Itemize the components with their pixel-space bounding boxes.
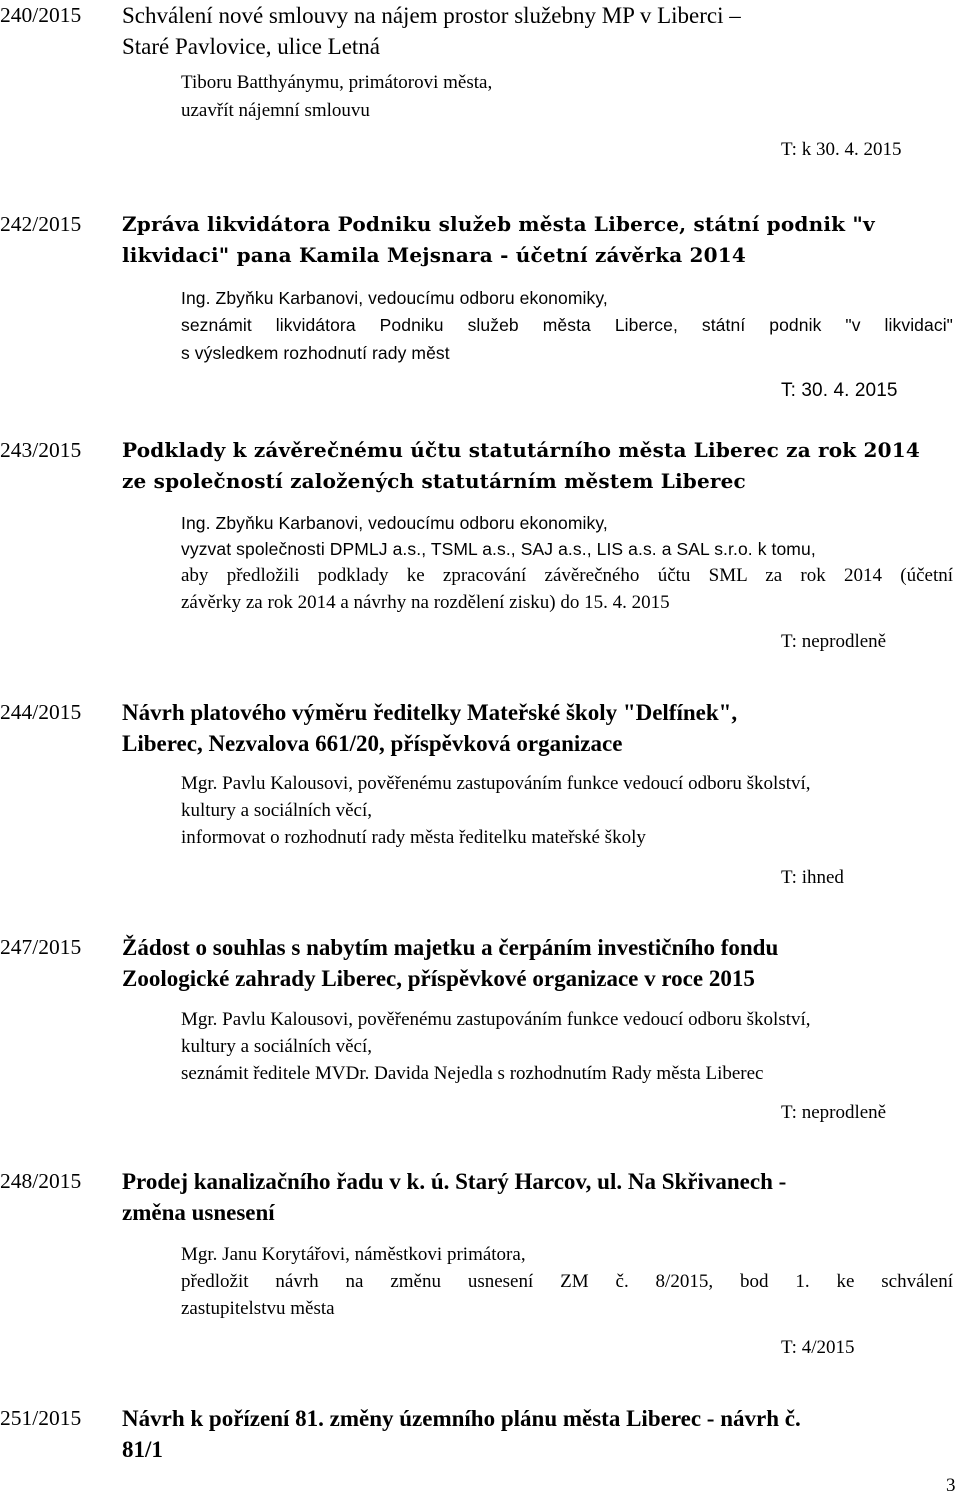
resolution-title-line: Zoologické zahrady Liberec, příspěvkové organizace v roce 2015 bbox=[122, 966, 755, 991]
assignee-line: Tiboru Batthyánymu, primátorovi města, bbox=[181, 72, 493, 93]
deadline: T: neprodleně bbox=[781, 631, 887, 652]
resolution-number: 247/2015 bbox=[0, 935, 82, 959]
resolution-title bbox=[122, 697, 952, 759]
resolution-title-line: Podklady k závěrečnému účtu statutárního města Liberec za rok 2014 bbox=[122, 438, 920, 462]
resolution-title-line: Žádost o souhlas s nabytím majetku a čerpáním investičního fondu bbox=[122, 935, 779, 960]
task-line: aby předložili podklady ke zpracování závěrečného účtu SML za rok 2014 (účetní bbox=[181, 565, 953, 586]
task-line: zastupitelstvu města bbox=[181, 1298, 335, 1319]
task-line: seznámit likvidátora Podniku služeb města Liberce, státní podnik "v likvidaci" bbox=[181, 315, 953, 335]
resolution-title-line: Staré Pavlovice, ulice Letná bbox=[122, 34, 381, 59]
task-line: informovat o rozhodnutí rady města ředitelku mateřské školy bbox=[181, 827, 646, 848]
resolution-number: 240/2015 bbox=[0, 3, 82, 27]
assignee-line: Ing. Zbyňku Karbanovi, vedoucímu odboru ekonomiky, bbox=[181, 288, 608, 308]
resolution-title-line: Návrh k pořízení 81. změny územního plánu města Liberec - návrh č. bbox=[122, 1406, 801, 1431]
resolution-title-line: 81/1 bbox=[122, 1437, 163, 1462]
resolution-title bbox=[122, 209, 952, 271]
assignee-line: Mgr. Pavlu Kalousovi, pověřenému zastupováním funkce vedoucí odboru školství, bbox=[181, 1009, 811, 1030]
resolution-title-line: změna usnesení bbox=[122, 1200, 275, 1225]
resolution-title bbox=[122, 0, 952, 62]
resolution-number: 243/2015 bbox=[0, 438, 82, 462]
page-number: 3 bbox=[946, 1475, 956, 1496]
task-line: uzavřít nájemní smlouvu bbox=[181, 100, 370, 121]
resolution-title-line: ze společností založených statutárním městem Liberec bbox=[122, 469, 746, 493]
deadline: T: k 30. 4. 2015 bbox=[781, 139, 902, 160]
assignee-line: Mgr. Pavlu Kalousovi, pověřenému zastupováním funkce vedoucí odboru školství, bbox=[181, 773, 811, 794]
task-line: seznámit ředitele MVDr. Davida Nejedla s rozhodnutím Rady města Liberec bbox=[181, 1063, 764, 1084]
resolution-number: 242/2015 bbox=[0, 212, 82, 236]
task-line: s výsledkem rozhodnutí rady měst bbox=[181, 343, 450, 363]
task-line: vyzvat společnosti DPMLJ a.s., TSML a.s., SAJ a.s., LIS a.s. a SAL s.r.o. k tomu, bbox=[181, 539, 816, 559]
resolution-title-line: Liberec, Nezvalova 661/20, příspěvková organizace bbox=[122, 731, 623, 756]
deadline: T: 4/2015 bbox=[781, 1337, 855, 1358]
assignee-line: kultury a sociálních věcí, bbox=[181, 800, 372, 821]
task-line: předložit návrh na změnu usnesení ZM č. 8/2015, bod 1. ke schválení bbox=[181, 1271, 953, 1292]
assignee-line: Ing. Zbyňku Karbanovi, vedoucímu odboru ekonomiky, bbox=[181, 513, 608, 533]
resolution-title bbox=[122, 932, 952, 994]
deadline: T: neprodleně bbox=[781, 1102, 887, 1123]
resolution-title-line: Schválení nové smlouvy na nájem prostor služebny MP v Liberci – bbox=[122, 3, 741, 28]
resolution-title-line: Zpráva likvidátora Podniku služeb města Liberce, státní podnik "v bbox=[122, 212, 875, 236]
resolution-title bbox=[122, 1166, 952, 1228]
assignee-line: Mgr. Janu Korytářovi, náměstkovi primátora, bbox=[181, 1244, 526, 1265]
assignee-line: kultury a sociálních věcí, bbox=[181, 1036, 372, 1057]
resolution-title-line: likvidaci" pana Kamila Mejsnara - účetní závěrka 2014 bbox=[122, 243, 747, 267]
resolution-title bbox=[122, 1403, 952, 1465]
resolution-number: 251/2015 bbox=[0, 1406, 82, 1430]
resolution-title-line: Prodej kanalizačního řadu v k. ú. Starý Harcov, ul. Na Skřivanech - bbox=[122, 1169, 787, 1194]
task-line: závěrky za rok 2014 a návrhy na rozdělení zisku) do 15. 4. 2015 bbox=[181, 592, 670, 613]
resolution-number: 248/2015 bbox=[0, 1169, 82, 1193]
resolution-title-line: Návrh platového výměru ředitelky Mateřské školy "Delfínek", bbox=[122, 700, 738, 725]
resolution-number: 244/2015 bbox=[0, 700, 82, 724]
deadline: T: 30. 4. 2015 bbox=[781, 380, 898, 401]
deadline: T: ihned bbox=[781, 867, 844, 888]
resolution-title bbox=[122, 435, 952, 497]
